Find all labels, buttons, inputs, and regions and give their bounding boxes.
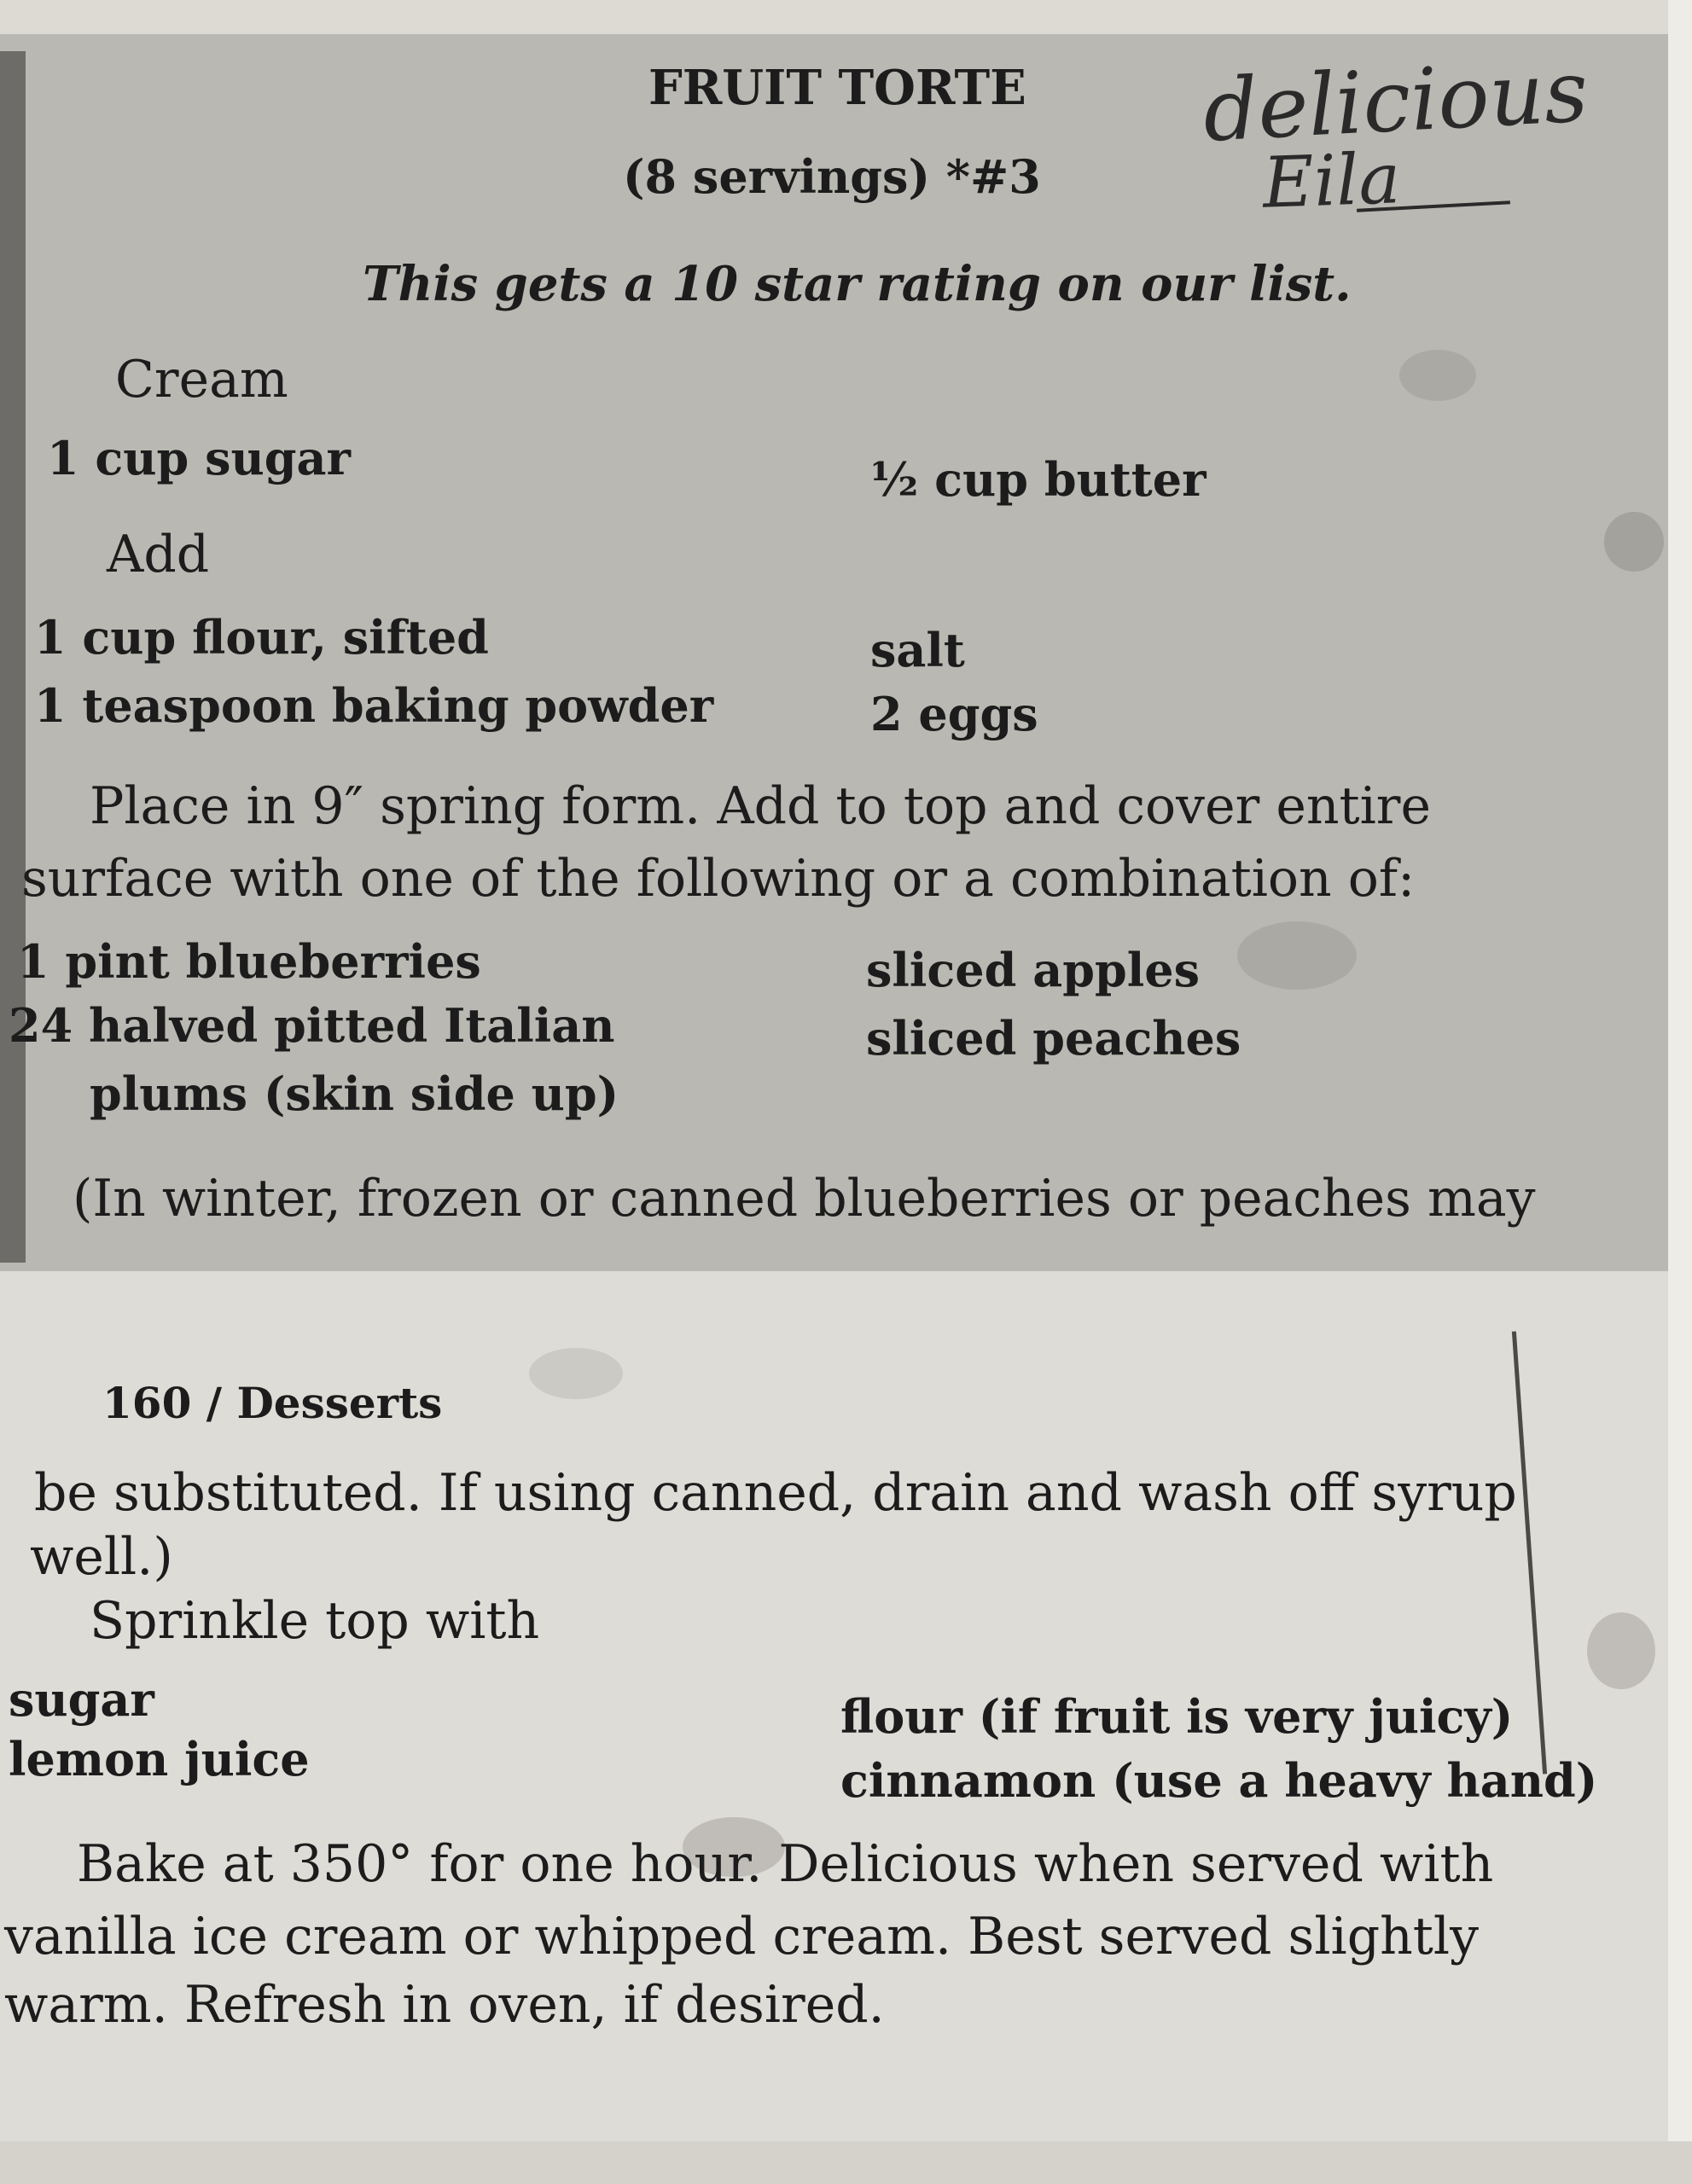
fruit-item: plums (skin side up) <box>90 1066 619 1121</box>
ingredient-item: flour (if fruit is very juicy) <box>840 1689 1514 1744</box>
step-heading-sprinkle: Sprinkle top with <box>90 1591 540 1651</box>
step-heading-cream: Cream <box>115 350 288 410</box>
ingredient-item: 1 cup sugar <box>47 431 351 485</box>
recipe-servings: (8 servings) *#3 <box>623 149 1041 204</box>
stain <box>1587 1612 1655 1689</box>
recipe-tagline: This gets a 10 star rating on our list. <box>363 256 1352 312</box>
recipe-title: FRUIT TORTE <box>648 60 1026 116</box>
ingredient-item: cinnamon (use a heavy hand) <box>840 1753 1598 1808</box>
instruction-text: surface with one of the following or a combination of: <box>21 849 1416 909</box>
stain <box>529 1348 623 1399</box>
instruction-text: Place in 9″ spring form. Add to top and cover entire <box>90 776 1431 836</box>
instruction-text: well.) <box>30 1527 173 1587</box>
step-heading-add: Add <box>107 525 210 584</box>
ingredient-item: sugar <box>9 1672 154 1727</box>
page-bottom-edge <box>0 2141 1692 2184</box>
page-edge <box>1668 0 1692 2184</box>
instruction-text: (In winter, frozen or canned blueberries or peaches may <box>73 1169 1536 1228</box>
handwritten-name: Eila <box>1261 138 1402 224</box>
page-footer: 160 / Desserts <box>102 1378 443 1428</box>
ingredient-item: 2 eggs <box>870 687 1038 741</box>
stain <box>1399 350 1476 401</box>
fruit-item: sliced apples <box>866 943 1200 997</box>
ingredient-item: ½ cup butter <box>870 452 1206 507</box>
stain <box>1237 921 1357 990</box>
instruction-text: warm. Refresh in oven, if desired. <box>4 1975 885 2035</box>
handwritten-note: delicious <box>1201 41 1590 161</box>
clipping-shadow <box>0 51 26 1263</box>
fruit-item: 24 halved pitted Italian <box>9 998 615 1053</box>
instruction-text: vanilla ice cream or whipped cream. Best served slightly <box>4 1907 1479 1966</box>
instruction-text: be substituted. If using canned, drain and wash off syrup <box>34 1463 1517 1523</box>
ingredient-item: 1 cup flour, sifted <box>34 610 489 665</box>
ingredient-item: lemon juice <box>9 1732 310 1786</box>
instruction-text: Bake at 350° for one hour. Delicious when served with <box>77 1834 1494 1894</box>
stain <box>1604 512 1664 572</box>
fruit-item: sliced peaches <box>866 1011 1241 1066</box>
ingredient-item: 1 teaspoon baking powder <box>34 678 714 733</box>
ingredient-item: salt <box>870 623 965 677</box>
fruit-item: 1 pint blueberries <box>17 934 481 989</box>
